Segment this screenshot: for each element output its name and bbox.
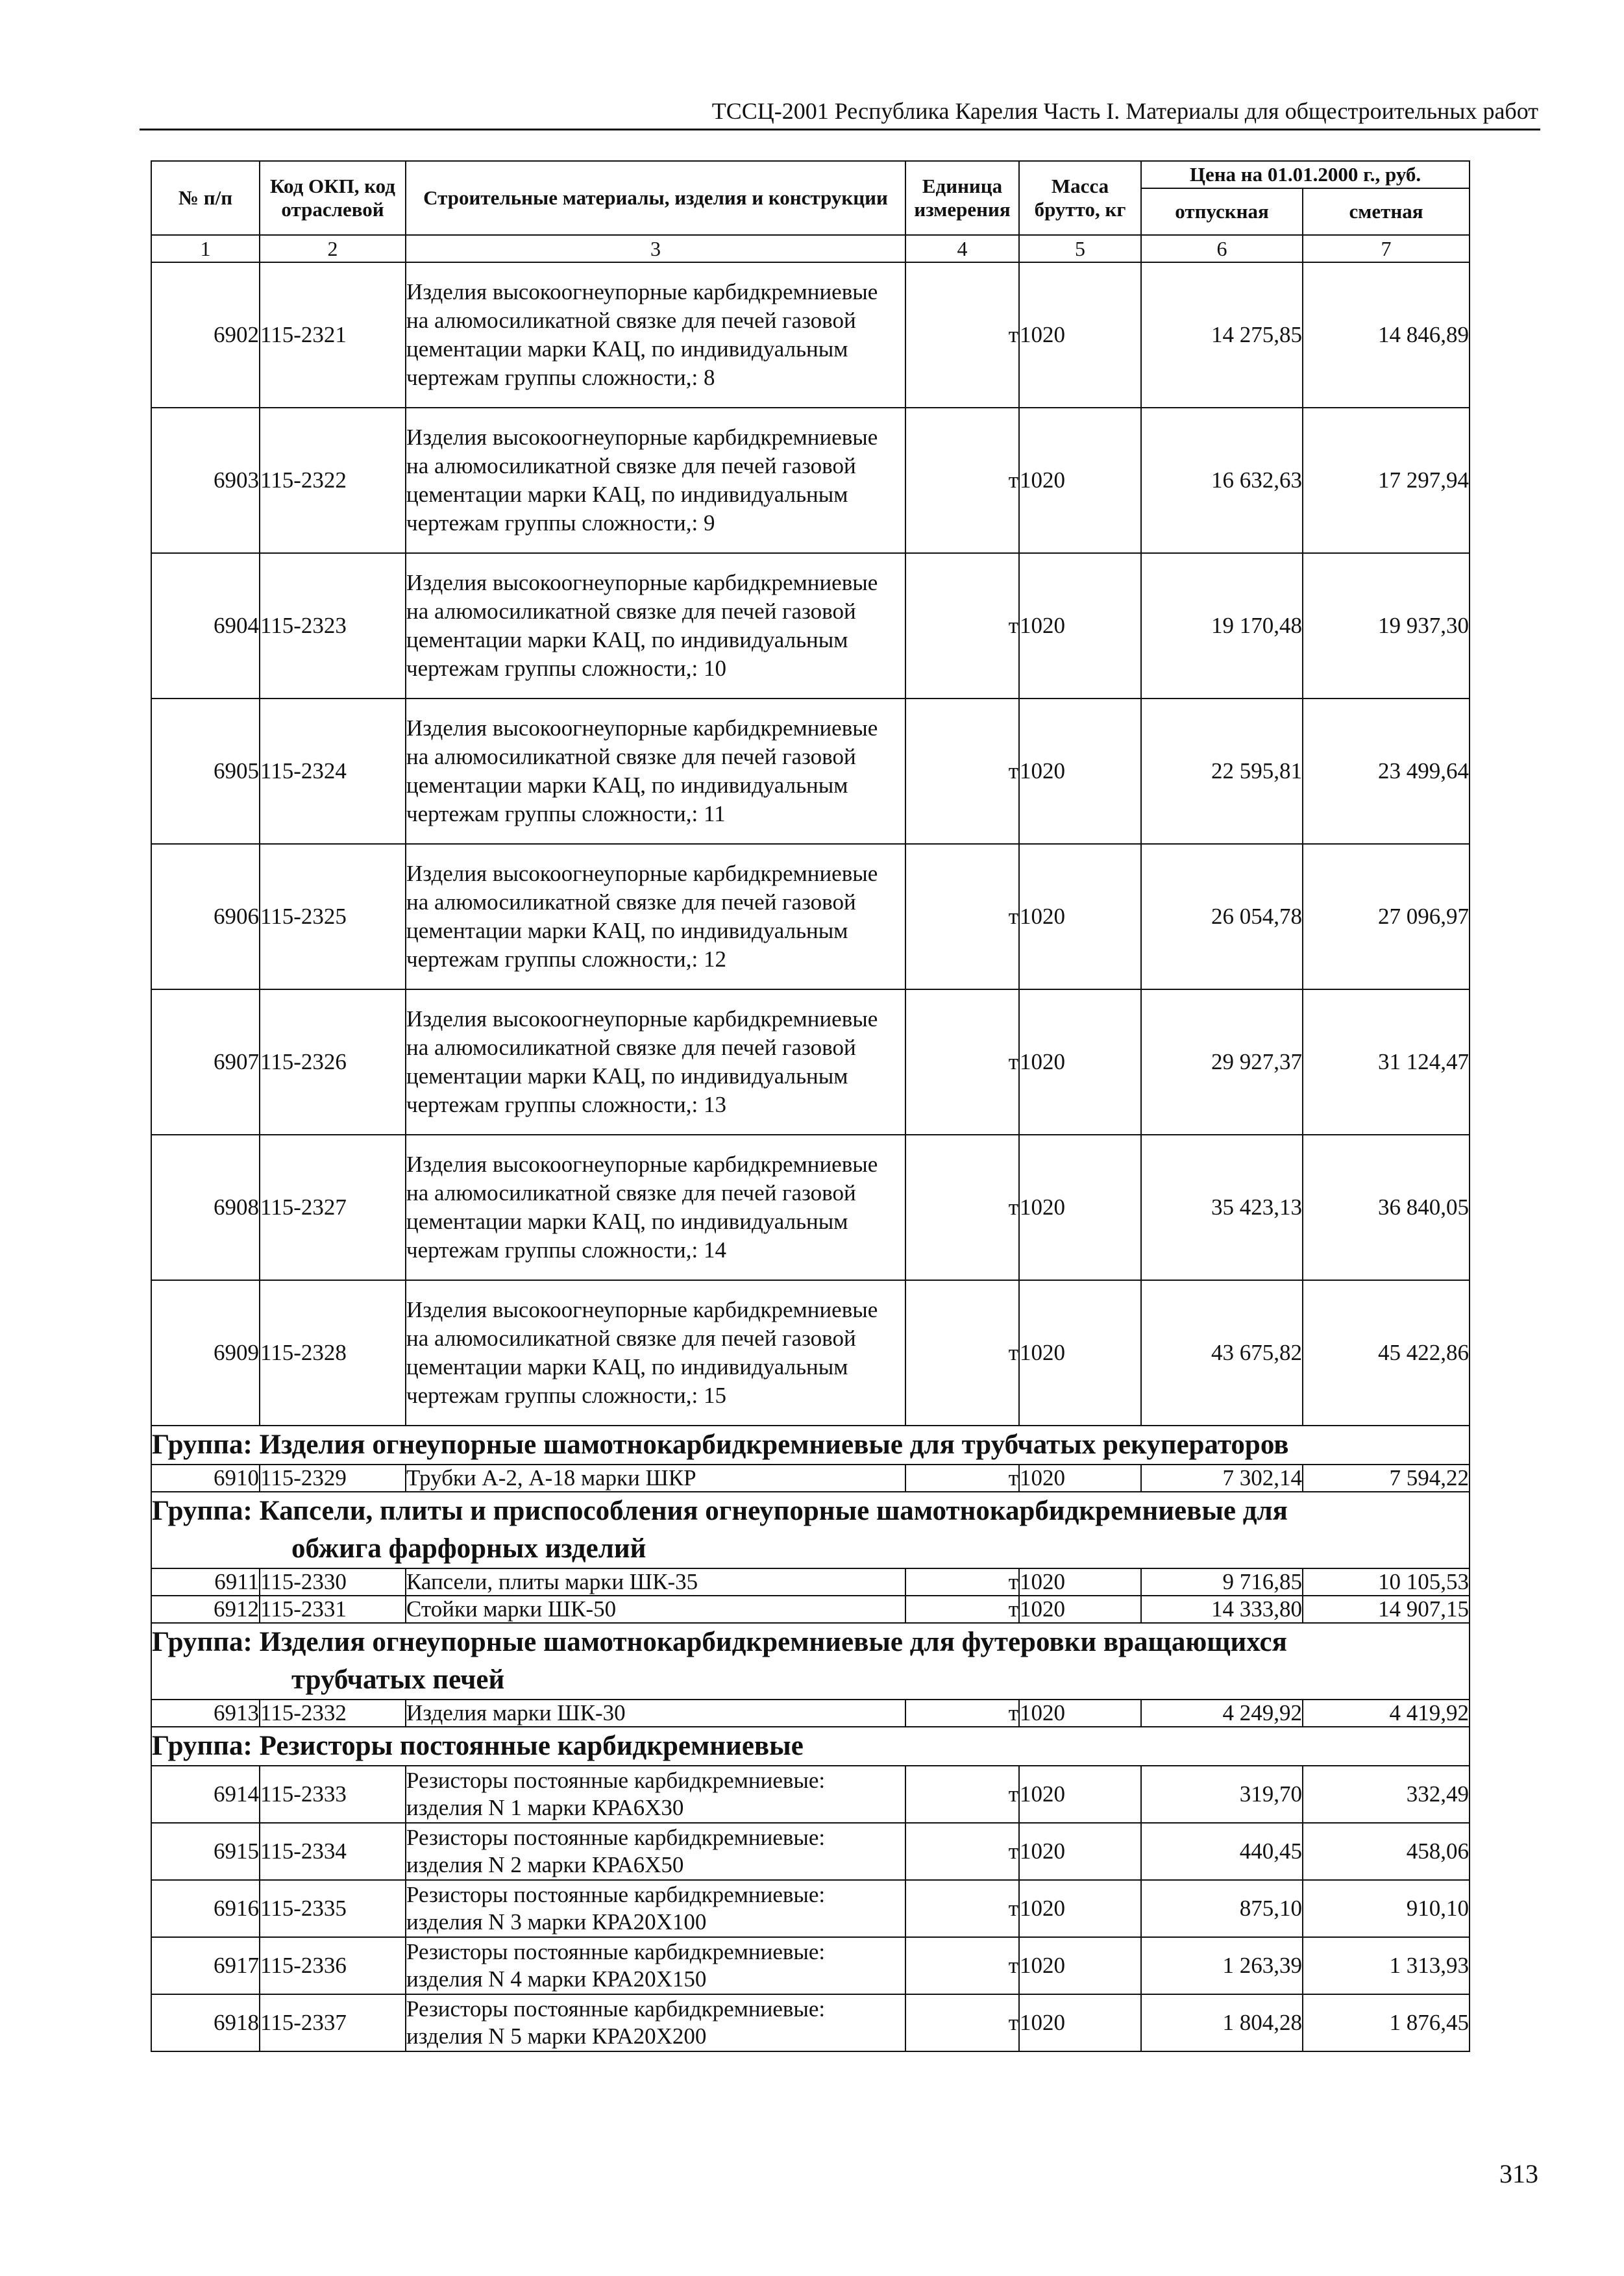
column-number: 4 bbox=[905, 235, 1019, 262]
row-name: Резисторы постоянные карбидкремниевые: изделия N 5 марки КРА20X200 bbox=[406, 1994, 905, 2051]
table-row bbox=[151, 1823, 1470, 1880]
row-name: Изделия высокоогнеупорные карбидкремниевые на алюмосиликатной связке для печей газовой цементации марки КАЦ, по индивидуальным чертежам группы сложности,: 9 bbox=[406, 408, 905, 553]
row-unit: т bbox=[905, 1135, 1019, 1280]
group-heading-row bbox=[151, 1727, 1470, 1766]
row-mass: 1020 bbox=[1019, 1937, 1141, 1994]
group-title-line: обжига фарфорных изделий bbox=[291, 1533, 646, 1564]
row-name: Изделия марки ШК-30 bbox=[406, 1700, 905, 1727]
table-row bbox=[151, 262, 1470, 408]
row-price-estimate: 23 499,64 bbox=[1303, 699, 1470, 844]
row-name: Резисторы постоянные карбидкремниевые: изделия N 3 марки КРА20X100 bbox=[406, 1880, 905, 1937]
row-mass: 1020 bbox=[1019, 1596, 1141, 1623]
row-price-release: 16 632,63 bbox=[1141, 408, 1303, 553]
table-row bbox=[151, 844, 1470, 989]
table-row bbox=[151, 1700, 1470, 1727]
row-price-release: 319,70 bbox=[1141, 1766, 1303, 1823]
row-code: 115-2326 bbox=[260, 989, 406, 1135]
row-price-release: 1 263,39 bbox=[1141, 1937, 1303, 1994]
row-mass: 1020 bbox=[1019, 1135, 1141, 1280]
row-mass: 1020 bbox=[1019, 1880, 1141, 1937]
table-row bbox=[151, 553, 1470, 699]
row-mass: 1020 bbox=[1019, 262, 1141, 408]
row-price-estimate: 458,06 bbox=[1303, 1823, 1470, 1880]
row-name: Изделия высокоогнеупорные карбидкремниевые на алюмосиликатной связке для печей газовой цементации марки КАЦ, по индивидуальным чертежам группы сложности,: 14 bbox=[406, 1135, 905, 1280]
row-price-release: 43 675,82 bbox=[1141, 1280, 1303, 1426]
row-unit: т bbox=[905, 262, 1019, 408]
row-number: 6908 bbox=[151, 1135, 260, 1280]
row-mass: 1020 bbox=[1019, 1700, 1141, 1727]
group-title: Группа: Резисторы постоянные карбидкремниевые bbox=[152, 1731, 804, 1761]
row-mass: 1020 bbox=[1019, 408, 1141, 553]
row-price-estimate: 4 419,92 bbox=[1303, 1700, 1470, 1727]
row-name: Изделия высокоогнеупорные карбидкремниевые на алюмосиликатной связке для печей газовой цементации марки КАЦ, по индивидуальным чертежам группы сложности,: 8 bbox=[406, 262, 905, 408]
row-number: 6906 bbox=[151, 844, 260, 989]
page-number: 313 bbox=[1499, 2159, 1538, 2188]
table-row bbox=[151, 1766, 1470, 1823]
row-mass: 1020 bbox=[1019, 1465, 1141, 1492]
row-code: 115-2324 bbox=[260, 699, 406, 844]
row-number: 6910 bbox=[151, 1465, 260, 1492]
row-mass: 1020 bbox=[1019, 1568, 1141, 1596]
row-price-estimate: 36 840,05 bbox=[1303, 1135, 1470, 1280]
row-unit: т bbox=[905, 1596, 1019, 1623]
row-code: 115-2333 bbox=[260, 1766, 406, 1823]
col-header-unit: Единица измерения bbox=[905, 161, 1019, 235]
table-row bbox=[151, 1880, 1470, 1937]
row-code: 115-2321 bbox=[260, 262, 406, 408]
row-price-estimate: 1 313,93 bbox=[1303, 1937, 1470, 1994]
row-unit: т bbox=[905, 989, 1019, 1135]
header-rule bbox=[140, 129, 1540, 130]
group-heading bbox=[151, 1727, 1470, 1766]
row-name: Стойки марки ШК-50 bbox=[406, 1596, 905, 1623]
col-header-price-release: отпускная bbox=[1141, 188, 1303, 235]
row-name: Резисторы постоянные карбидкремниевые: изделия N 1 марки КРА6X30 bbox=[406, 1766, 905, 1823]
row-number: 6912 bbox=[151, 1596, 260, 1623]
row-mass: 1020 bbox=[1019, 989, 1141, 1135]
price-table bbox=[151, 160, 1470, 2052]
row-unit: т bbox=[905, 1280, 1019, 1426]
row-code: 115-2337 bbox=[260, 1994, 406, 2051]
row-mass: 1020 bbox=[1019, 1280, 1141, 1426]
row-unit: т bbox=[905, 1700, 1019, 1727]
row-price-release: 1 804,28 bbox=[1141, 1994, 1303, 2051]
column-number-row bbox=[151, 235, 1470, 262]
row-number: 6907 bbox=[151, 989, 260, 1135]
row-price-release: 9 716,85 bbox=[1141, 1568, 1303, 1596]
group-heading-row bbox=[151, 1492, 1470, 1568]
table-row bbox=[151, 1937, 1470, 1994]
row-price-release: 26 054,78 bbox=[1141, 844, 1303, 989]
row-price-release: 14 275,85 bbox=[1141, 262, 1303, 408]
table-row bbox=[151, 1280, 1470, 1426]
row-code: 115-2330 bbox=[260, 1568, 406, 1596]
col-header-code: Код ОКП, код отраслевой bbox=[260, 161, 406, 235]
row-number: 6911 bbox=[151, 1568, 260, 1596]
row-name: Трубки А-2, А-18 марки ШКР bbox=[406, 1465, 905, 1492]
row-number: 6917 bbox=[151, 1937, 260, 1994]
row-price-estimate: 27 096,97 bbox=[1303, 844, 1470, 989]
row-name: Резисторы постоянные карбидкремниевые: изделия N 4 марки КРА20X150 bbox=[406, 1937, 905, 1994]
column-number: 5 bbox=[1019, 235, 1141, 262]
row-unit: т bbox=[905, 1465, 1019, 1492]
header-row-1 bbox=[151, 161, 1470, 188]
row-price-release: 35 423,13 bbox=[1141, 1135, 1303, 1280]
group-heading bbox=[151, 1426, 1470, 1465]
row-mass: 1020 bbox=[1019, 1823, 1141, 1880]
row-number: 6903 bbox=[151, 408, 260, 553]
row-mass: 1020 bbox=[1019, 1994, 1141, 2051]
row-price-estimate: 19 937,30 bbox=[1303, 553, 1470, 699]
row-code: 115-2322 bbox=[260, 408, 406, 553]
row-code: 115-2327 bbox=[260, 1135, 406, 1280]
row-number: 6909 bbox=[151, 1280, 260, 1426]
row-name: Капсели, плиты марки ШК-35 bbox=[406, 1568, 905, 1596]
row-number: 6905 bbox=[151, 699, 260, 844]
group-title: Группа: Изделия огнеупорные шамотнокарбидкремниевые для трубчатых рекуператоров bbox=[152, 1429, 1289, 1460]
row-code: 115-2332 bbox=[260, 1700, 406, 1727]
row-code: 115-2325 bbox=[260, 844, 406, 989]
table-row bbox=[151, 1994, 1470, 2051]
row-code: 115-2331 bbox=[260, 1596, 406, 1623]
row-name: Резисторы постоянные карбидкремниевые: изделия N 2 марки КРА6X50 bbox=[406, 1823, 905, 1880]
row-price-estimate: 332,49 bbox=[1303, 1766, 1470, 1823]
row-price-estimate: 7 594,22 bbox=[1303, 1465, 1470, 1492]
row-unit: т bbox=[905, 699, 1019, 844]
row-price-estimate: 10 105,53 bbox=[1303, 1568, 1470, 1596]
row-unit: т bbox=[905, 844, 1019, 989]
column-number: 6 bbox=[1141, 235, 1303, 262]
group-title-line: Группа: Изделия огнеупорные шамотнокарбидкремниевые для футеровки вращающихся bbox=[152, 1627, 1287, 1657]
row-name: Изделия высокоогнеупорные карбидкремниевые на алюмосиликатной связке для печей газовой цементации марки КАЦ, по индивидуальным чертежам группы сложности,: 12 bbox=[406, 844, 905, 989]
row-code: 115-2334 bbox=[260, 1823, 406, 1880]
row-number: 6913 bbox=[151, 1700, 260, 1727]
row-number: 6914 bbox=[151, 1766, 260, 1823]
row-price-release: 14 333,80 bbox=[1141, 1596, 1303, 1623]
group-heading-row bbox=[151, 1426, 1470, 1465]
col-header-mass: Масса брутто, кг bbox=[1019, 161, 1141, 235]
group-title-line: трубчатых печей bbox=[291, 1664, 505, 1695]
row-mass: 1020 bbox=[1019, 1766, 1141, 1823]
row-price-release: 4 249,92 bbox=[1141, 1700, 1303, 1727]
row-mass: 1020 bbox=[1019, 844, 1141, 989]
row-price-release: 875,10 bbox=[1141, 1880, 1303, 1937]
row-unit: т bbox=[905, 1937, 1019, 1994]
row-code: 115-2335 bbox=[260, 1880, 406, 1937]
table-row bbox=[151, 408, 1470, 553]
row-price-release: 19 170,48 bbox=[1141, 553, 1303, 699]
col-header-price-estimate: сметная bbox=[1303, 188, 1470, 235]
row-code: 115-2323 bbox=[260, 553, 406, 699]
row-price-estimate: 910,10 bbox=[1303, 1880, 1470, 1937]
table-row bbox=[151, 989, 1470, 1135]
row-unit: т bbox=[905, 1994, 1019, 2051]
row-price-release: 7 302,14 bbox=[1141, 1465, 1303, 1492]
row-mass: 1020 bbox=[1019, 699, 1141, 844]
row-number: 6902 bbox=[151, 262, 260, 408]
table-row bbox=[151, 1568, 1470, 1596]
group-heading-row bbox=[151, 1623, 1470, 1700]
table-row bbox=[151, 1135, 1470, 1280]
row-mass: 1020 bbox=[1019, 553, 1141, 699]
row-name: Изделия высокоогнеупорные карбидкремниевые на алюмосиликатной связке для печей газовой цементации марки КАЦ, по индивидуальным чертежам группы сложности,: 11 bbox=[406, 699, 905, 844]
row-code: 115-2336 bbox=[260, 1937, 406, 1994]
group-title-line: Группа: Капсели, плиты и приспособления огнеупорные шамотнокарбидкремниевые для bbox=[152, 1496, 1288, 1526]
group-heading bbox=[151, 1623, 1470, 1700]
column-number: 2 bbox=[260, 235, 406, 262]
row-unit: т bbox=[905, 1823, 1019, 1880]
row-price-release: 440,45 bbox=[1141, 1823, 1303, 1880]
row-price-estimate: 1 876,45 bbox=[1303, 1994, 1470, 2051]
row-price-release: 22 595,81 bbox=[1141, 699, 1303, 844]
row-price-estimate: 45 422,86 bbox=[1303, 1280, 1470, 1426]
row-price-release: 29 927,37 bbox=[1141, 989, 1303, 1135]
col-header-name: Строительные материалы, изделия и конструкции bbox=[406, 161, 905, 235]
row-number: 6904 bbox=[151, 553, 260, 699]
row-name: Изделия высокоогнеупорные карбидкремниевые на алюмосиликатной связке для печей газовой цементации марки КАЦ, по индивидуальным чертежам группы сложности,: 13 bbox=[406, 989, 905, 1135]
table-row bbox=[151, 699, 1470, 844]
row-number: 6915 bbox=[151, 1823, 260, 1880]
row-name: Изделия высокоогнеупорные карбидкремниевые на алюмосиликатной связке для печей газовой цементации марки КАЦ, по индивидуальным чертежам группы сложности,: 15 bbox=[406, 1280, 905, 1426]
row-unit: т bbox=[905, 1568, 1019, 1596]
column-number: 3 bbox=[406, 235, 905, 262]
row-unit: т bbox=[905, 553, 1019, 699]
column-number: 1 bbox=[151, 235, 260, 262]
row-code: 115-2328 bbox=[260, 1280, 406, 1426]
table-row bbox=[151, 1596, 1470, 1623]
row-number: 6916 bbox=[151, 1880, 260, 1937]
table-row bbox=[151, 1465, 1470, 1492]
row-number: 6918 bbox=[151, 1994, 260, 2051]
row-price-estimate: 31 124,47 bbox=[1303, 989, 1470, 1135]
column-number: 7 bbox=[1303, 235, 1470, 262]
row-price-estimate: 17 297,94 bbox=[1303, 408, 1470, 553]
row-unit: т bbox=[905, 408, 1019, 553]
row-unit: т bbox=[905, 1880, 1019, 1937]
row-code: 115-2329 bbox=[260, 1465, 406, 1492]
running-header: ТССЦ-2001 Республика Карелия Часть I. Материалы для общестроительных работ bbox=[711, 98, 1538, 124]
group-heading bbox=[151, 1492, 1470, 1568]
row-price-estimate: 14 846,89 bbox=[1303, 262, 1470, 408]
row-unit: т bbox=[905, 1766, 1019, 1823]
col-header-price-group: Цена на 01.01.2000 г., руб. bbox=[1141, 161, 1470, 188]
row-price-estimate: 14 907,15 bbox=[1303, 1596, 1470, 1623]
col-header-num: № п/п bbox=[151, 161, 260, 235]
row-name: Изделия высокоогнеупорные карбидкремниевые на алюмосиликатной связке для печей газовой цементации марки КАЦ, по индивидуальным чертежам группы сложности,: 10 bbox=[406, 553, 905, 699]
